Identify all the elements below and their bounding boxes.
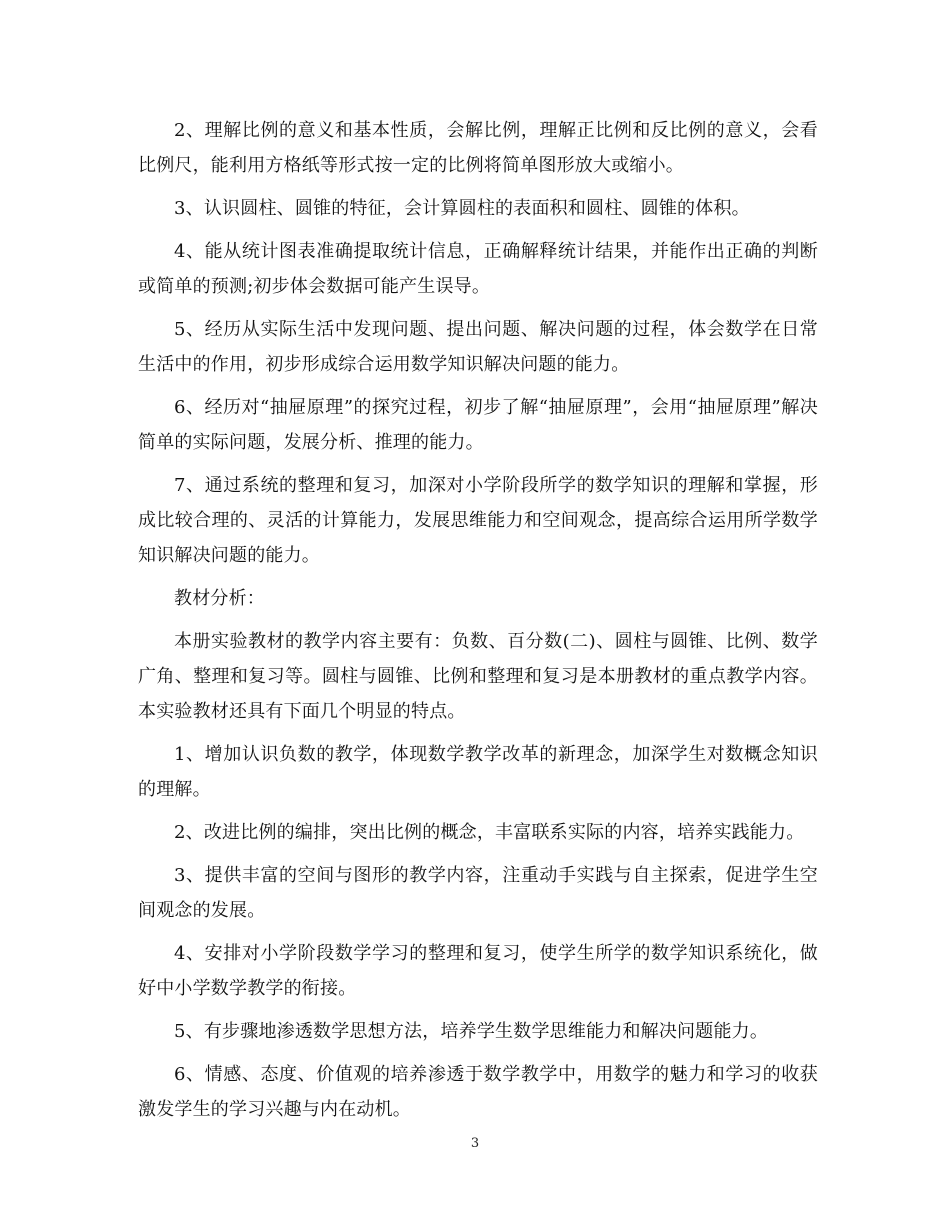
page-number: 3 [470,1136,480,1151]
paragraph-feature-6: 6、情感、态度、价值观的培养渗透于数学教学中，用数学的魅力和学习的收获激发学生的学习兴趣与内在动机。 [138,1064,818,1120]
paragraph-feature-3: 3、提供丰富的空间与图形的教学内容，注重动手实践与自主探索，促进学生空间观念的发展。 [138,865,818,921]
paragraph-goal-3: 3、认识圆柱、圆锥的特征，会计算圆柱的表面积和圆柱、圆锥的体积。 [174,198,750,219]
paragraph-goal-7: 7、通过系统的整理和复习，加深对小学阶段所学的数学知识的理解和掌握，形成比较合理的、灵活的计算能力，发展思维能力和空间观念，提高综合运用所学数学知识解决问题的能力。 [138,475,818,566]
section-heading-textbook-analysis: 教材分析： [174,588,265,609]
paragraph-feature-2: 2、改进比例的编排，突出比例的概念，丰富联系实际的内容，培养实践能力。 [174,822,805,843]
paragraph-goal-2: 2、理解比例的意义和基本性质，会解比例，理解正比例和反比例的意义，会看比例尺，能利用方格纸等形式按一定的比例将简单图形放大或缩小。 [138,120,818,176]
paragraph-goal-5: 5、经历从实际生活中发现问题、提出问题、解决问题的过程，体会数学在日常生活中的作用，初步形成综合运用数学知识解决问题的能力。 [138,319,818,375]
paragraph-goal-4: 4、能从统计图表准确提取统计信息，正确解释统计结果，并能作出正确的判断或简单的预测;初步体会数据可能产生误导。 [138,241,818,297]
document-body [138,113,818,1135]
paragraph-textbook-overview: 本册实验教材的教学内容主要有：负数、百分数(二)、圆柱与圆锥、比例、数学广角、整理和复习等。圆柱与圆锥、比例和整理和复习是本册教材的重点教学内容。本实验教材还具有下面几个明显的特点。 [138,631,818,722]
paragraph-goal-6: 6、经历对“抽屉原理”的探究过程，初步了解“抽屉原理”，会用“抽屉原理”解决简单的实际问题，发展分析、推理的能力。 [138,397,818,453]
paragraph-feature-5: 5、有步骤地渗透数学思想方法，培养学生数学思维能力和解决问题能力。 [174,1021,769,1042]
paragraph-feature-4: 4、安排对小学阶段数学学习的整理和复习，使学生所学的数学知识系统化，做好中小学数学教学的衔接。 [138,943,818,999]
paragraph-feature-1: 1、增加认识负数的教学，体现数学教学改革的新理念，加深学生对数概念知识的理解。 [138,744,818,800]
